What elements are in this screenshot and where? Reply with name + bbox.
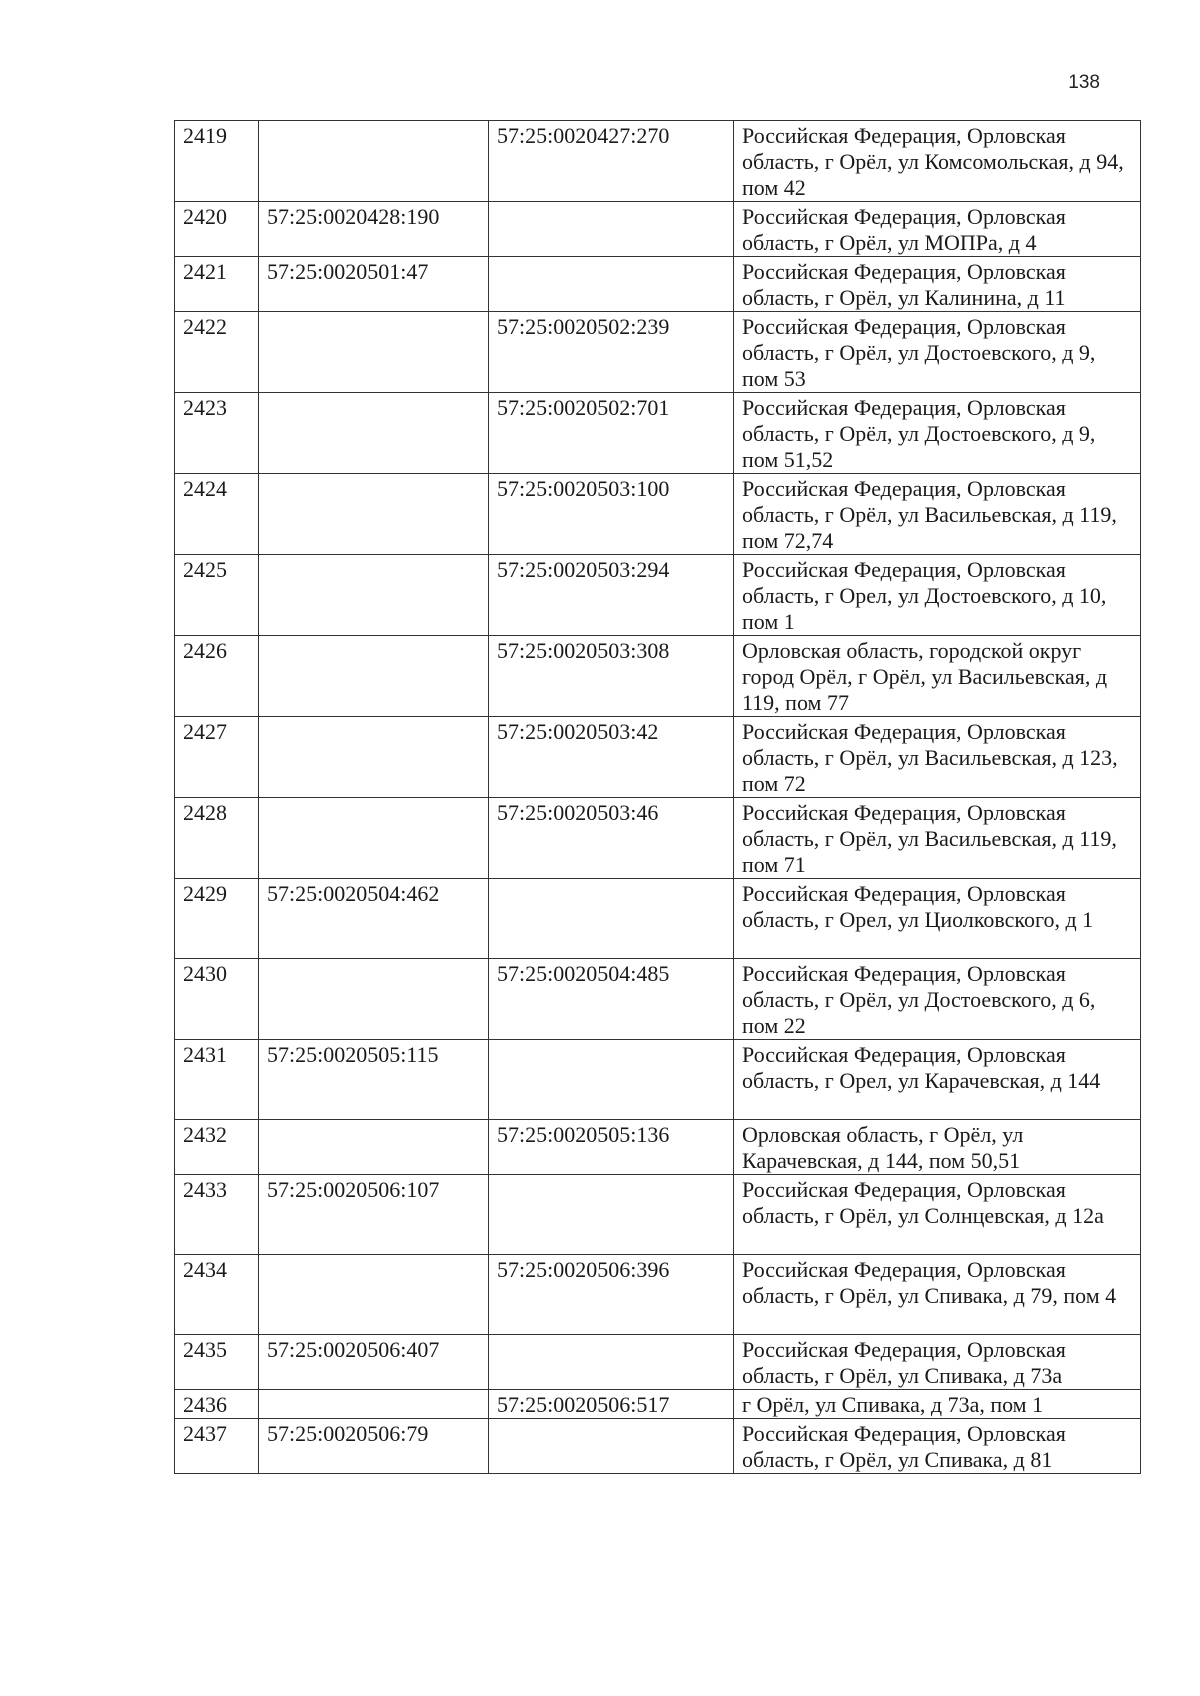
row-number-cell: 2424 [175, 474, 259, 555]
table-row [175, 1040, 1141, 1120]
table-row [175, 1390, 1141, 1419]
premises-cadastral-number-cell: 57:25:0020503:294 [489, 555, 734, 636]
table-row [175, 555, 1141, 636]
premises-cadastral-number-cell: 57:25:0020505:136 [489, 1120, 734, 1175]
premises-cadastral-number-cell: 57:25:0020506:517 [489, 1390, 734, 1419]
address-cell: Российская Федерация, Орловская область, г Орёл, ул Васильевская, д 123, пом 72 [734, 717, 1141, 798]
row-number-cell: 2420 [175, 202, 259, 257]
premises-cadastral-number-cell [489, 1040, 734, 1120]
table-row [175, 879, 1141, 959]
row-number-cell: 2421 [175, 257, 259, 312]
premises-cadastral-number-cell: 57:25:0020503:46 [489, 798, 734, 879]
cadastral-number-cell [259, 636, 489, 717]
row-number-cell: 2431 [175, 1040, 259, 1120]
cadastral-number-cell [259, 121, 489, 202]
table-row [175, 717, 1141, 798]
table-row [175, 636, 1141, 717]
premises-cadastral-number-cell: 57:25:0020503:308 [489, 636, 734, 717]
table-row [175, 202, 1141, 257]
cadastral-number-cell: 57:25:0020504:462 [259, 879, 489, 959]
row-number-cell: 2428 [175, 798, 259, 879]
address-cell: Российская Федерация, Орловская область, г Орёл, ул Васильевская, д 119, пом 72,74 [734, 474, 1141, 555]
address-cell: Российская Федерация, Орловская область, г Орёл, ул Достоевского, д 9, пом 51,52 [734, 393, 1141, 474]
cadastral-number-cell [259, 555, 489, 636]
row-number-cell: 2430 [175, 959, 259, 1040]
row-number-cell: 2426 [175, 636, 259, 717]
row-number-cell: 2437 [175, 1419, 259, 1474]
premises-cadastral-number-cell: 57:25:0020503:100 [489, 474, 734, 555]
cadastral-number-cell [259, 393, 489, 474]
table-row [175, 121, 1141, 202]
table-row [175, 1175, 1141, 1255]
address-cell: Российская Федерация, Орловская область, г Орёл, ул Спивака, д 73а [734, 1335, 1141, 1390]
table-row [175, 393, 1141, 474]
row-number-cell: 2423 [175, 393, 259, 474]
address-cell: Российская Федерация, Орловская область, г Орёл, ул Калинина, д 11 [734, 257, 1141, 312]
cadastral-number-cell [259, 1390, 489, 1419]
address-cell: Российская Федерация, Орловская область, г Орёл, ул Комсомольская, д 94, пом 42 [734, 121, 1141, 202]
table-row [175, 1419, 1141, 1474]
premises-cadastral-number-cell [489, 257, 734, 312]
registry-table [174, 120, 1141, 1474]
row-number-cell: 2429 [175, 879, 259, 959]
table-row [175, 798, 1141, 879]
cadastral-number-cell: 57:25:0020506:407 [259, 1335, 489, 1390]
row-number-cell: 2436 [175, 1390, 259, 1419]
premises-cadastral-number-cell: 57:25:0020502:701 [489, 393, 734, 474]
address-cell: Российская Федерация, Орловская область, г Орёл, ул Достоевского, д 9, пом 53 [734, 312, 1141, 393]
table-row [175, 312, 1141, 393]
premises-cadastral-number-cell [489, 1175, 734, 1255]
premises-cadastral-number-cell [489, 879, 734, 959]
cadastral-number-cell: 57:25:0020505:115 [259, 1040, 489, 1120]
row-number-cell: 2432 [175, 1120, 259, 1175]
premises-cadastral-number-cell: 57:25:0020504:485 [489, 959, 734, 1040]
address-cell: Российская Федерация, Орловская область, г Орёл, ул Васильевская, д 119, пом 71 [734, 798, 1141, 879]
table-row [175, 1255, 1141, 1335]
address-cell: Российская Федерация, Орловская область, г Орёл, ул МОПРа, д 4 [734, 202, 1141, 257]
premises-cadastral-number-cell: 57:25:0020502:239 [489, 312, 734, 393]
row-number-cell: 2419 [175, 121, 259, 202]
table-row [175, 1335, 1141, 1390]
row-number-cell: 2427 [175, 717, 259, 798]
registry-table-body [175, 121, 1141, 1474]
table-row [175, 257, 1141, 312]
row-number-cell: 2435 [175, 1335, 259, 1390]
cadastral-number-cell [259, 312, 489, 393]
address-cell: г Орёл, ул Спивака, д 73а, пом 1 [734, 1390, 1141, 1419]
premises-cadastral-number-cell [489, 202, 734, 257]
premises-cadastral-number-cell: 57:25:0020506:396 [489, 1255, 734, 1335]
address-cell: Орловская область, городской округ город Орёл, г Орёл, ул Васильевская, д 119, пом 77 [734, 636, 1141, 717]
premises-cadastral-number-cell: 57:25:0020427:270 [489, 121, 734, 202]
cadastral-number-cell: 57:25:0020501:47 [259, 257, 489, 312]
row-number-cell: 2434 [175, 1255, 259, 1335]
cadastral-number-cell [259, 1255, 489, 1335]
table-row [175, 1120, 1141, 1175]
row-number-cell: 2425 [175, 555, 259, 636]
address-cell: Российская Федерация, Орловская область, г Орел, ул Достоевского, д 10, пом 1 [734, 555, 1141, 636]
address-cell: Орловская область, г Орёл, ул Карачевская, д 144, пом 50,51 [734, 1120, 1141, 1175]
cadastral-number-cell [259, 474, 489, 555]
cadastral-number-cell: 57:25:0020506:107 [259, 1175, 489, 1255]
cadastral-number-cell: 57:25:0020428:190 [259, 202, 489, 257]
row-number-cell: 2422 [175, 312, 259, 393]
row-number-cell: 2433 [175, 1175, 259, 1255]
address-cell: Российская Федерация, Орловская область, г Орёл, ул Спивака, д 79, пом 4 [734, 1255, 1141, 1335]
address-cell: Российская Федерация, Орловская область, г Орел, ул Циолковского, д 1 [734, 879, 1141, 959]
cadastral-number-cell [259, 959, 489, 1040]
premises-cadastral-number-cell: 57:25:0020503:42 [489, 717, 734, 798]
cadastral-number-cell [259, 1120, 489, 1175]
address-cell: Российская Федерация, Орловская область, г Орёл, ул Достоевского, д 6, пом 22 [734, 959, 1141, 1040]
table-row [175, 959, 1141, 1040]
address-cell: Российская Федерация, Орловская область, г Орёл, ул Солнцевская, д 12а [734, 1175, 1141, 1255]
premises-cadastral-number-cell [489, 1419, 734, 1474]
page-number: 138 [1068, 72, 1100, 93]
address-cell: Российская Федерация, Орловская область, г Орёл, ул Спивака, д 81 [734, 1419, 1141, 1474]
table-row [175, 474, 1141, 555]
address-cell: Российская Федерация, Орловская область, г Орел, ул Карачевская, д 144 [734, 1040, 1141, 1120]
premises-cadastral-number-cell [489, 1335, 734, 1390]
cadastral-number-cell: 57:25:0020506:79 [259, 1419, 489, 1474]
cadastral-number-cell [259, 717, 489, 798]
cadastral-number-cell [259, 798, 489, 879]
